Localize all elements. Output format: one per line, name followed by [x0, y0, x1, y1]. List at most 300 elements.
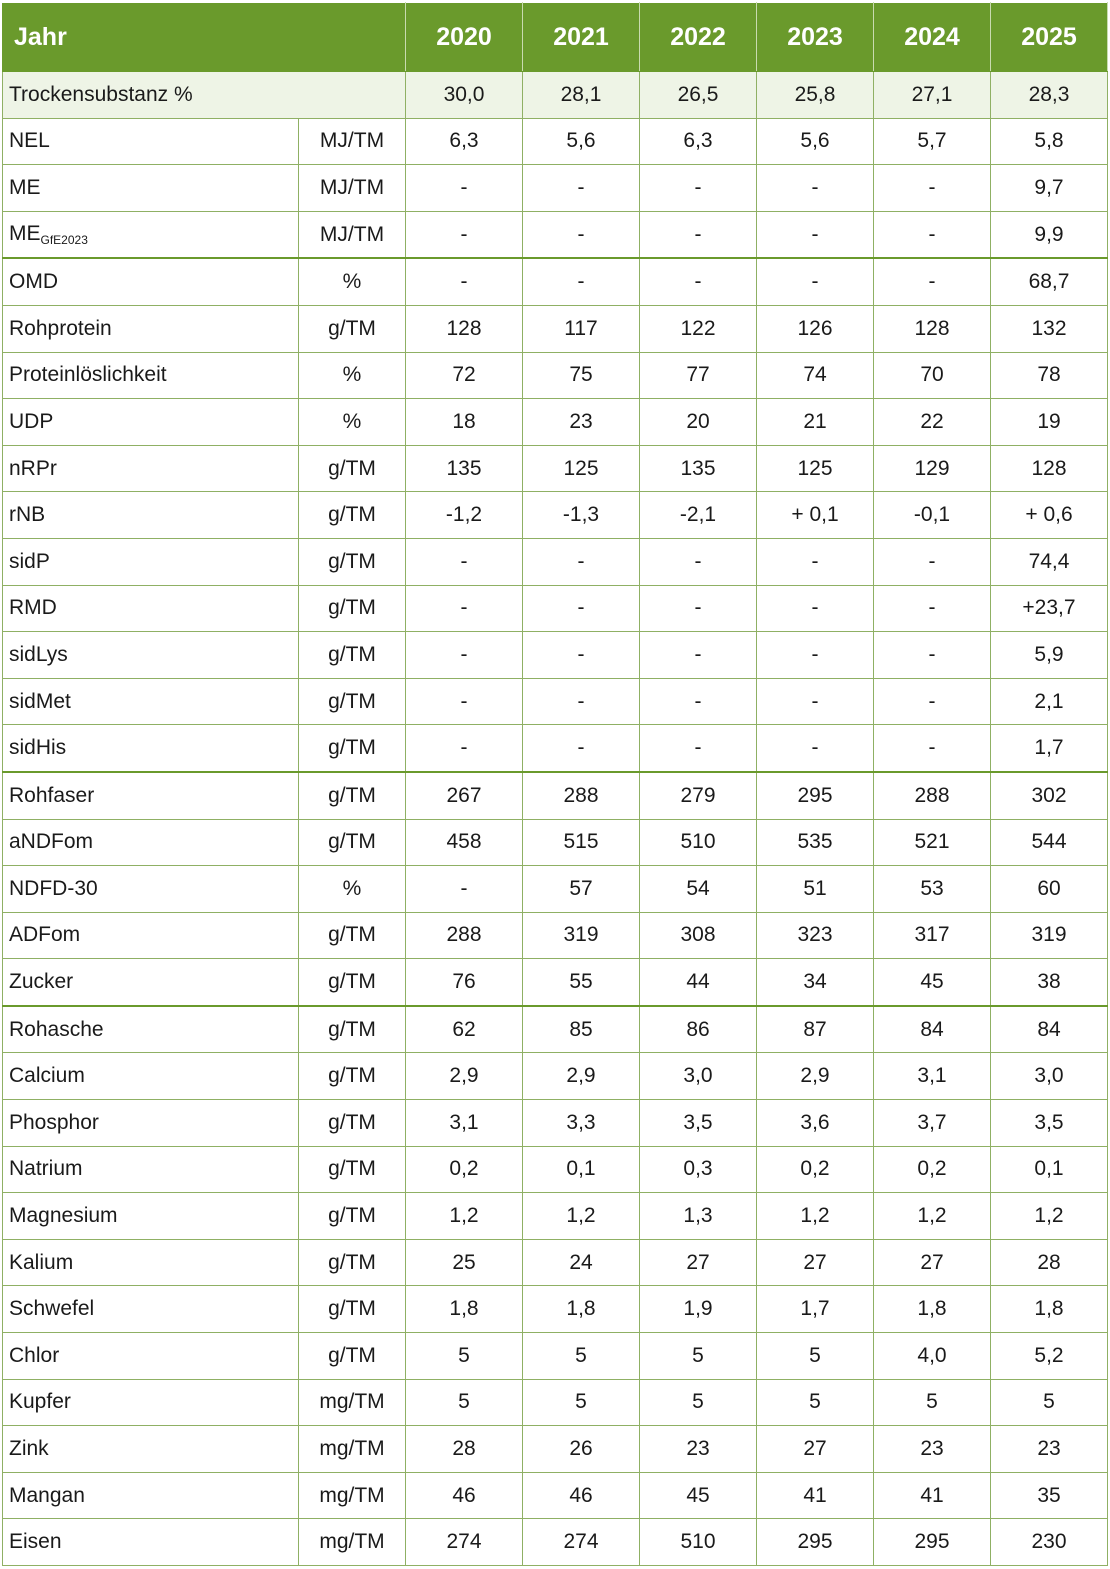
row-label-text: UDP [9, 409, 54, 433]
row-label [3, 352, 299, 399]
row-label-subscript: GfE2023 [40, 233, 88, 248]
value-cell-2023: 3,6 [757, 1100, 874, 1147]
value-cell-2021: 3,3 [523, 1100, 640, 1147]
value-cell-2023: 87 [757, 1006, 874, 1053]
table-row [3, 1379, 1108, 1426]
value-cell-2023: 295 [757, 1519, 874, 1566]
value-cell-2023: - [757, 538, 874, 585]
row-label [3, 1519, 299, 1566]
table-row [3, 211, 1108, 258]
table-row [3, 959, 1108, 1006]
value-cell-2023: 25,8 [757, 72, 874, 119]
table-row [3, 258, 1108, 305]
value-cell-2025: 3,0 [991, 1053, 1108, 1100]
value-cell-2021: - [523, 678, 640, 725]
value-cell-2020: 267 [406, 772, 523, 819]
value-cell-2021: 515 [523, 819, 640, 866]
row-unit: g/TM [299, 912, 406, 959]
value-cell-2023: - [757, 258, 874, 305]
row-label-text: Trockensubstanz % [9, 82, 193, 106]
row-label-text: sidHis [9, 736, 67, 760]
feed-analysis-table [2, 2, 1108, 1566]
value-cell-2021: 319 [523, 912, 640, 959]
value-cell-2023: - [757, 211, 874, 258]
value-cell-2022: 510 [640, 1519, 757, 1566]
value-cell-2020: 458 [406, 819, 523, 866]
value-cell-2024: 5 [874, 1379, 991, 1426]
table-row [3, 1333, 1108, 1380]
value-cell-2020: 18 [406, 399, 523, 446]
table-row [3, 585, 1108, 632]
value-cell-2021: 24 [523, 1239, 640, 1286]
row-unit: MJ/TM [299, 118, 406, 165]
row-label [3, 1053, 299, 1100]
value-cell-2025: 3,5 [991, 1100, 1108, 1147]
row-label [3, 772, 299, 819]
table-row [3, 819, 1108, 866]
value-cell-2021: 274 [523, 1519, 640, 1566]
row-unit: g/TM [299, 585, 406, 632]
value-cell-2022: 27 [640, 1239, 757, 1286]
value-cell-2022: 510 [640, 819, 757, 866]
value-cell-2024: - [874, 165, 991, 212]
value-cell-2020: 5 [406, 1333, 523, 1380]
value-cell-2025: 128 [991, 445, 1108, 492]
value-cell-2023: 0,2 [757, 1146, 874, 1193]
table-row [3, 1146, 1108, 1193]
value-cell-2022: 6,3 [640, 118, 757, 165]
value-cell-2024: - [874, 632, 991, 679]
table-row [3, 1472, 1108, 1519]
row-label [3, 211, 299, 258]
value-cell-2021: 2,9 [523, 1053, 640, 1100]
value-cell-2025: 9,7 [991, 165, 1108, 212]
value-cell-2024: 4,0 [874, 1333, 991, 1380]
row-unit: g/TM [299, 1286, 406, 1333]
value-cell-2020: - [406, 538, 523, 585]
value-cell-2025: 230 [991, 1519, 1108, 1566]
value-cell-2020: - [406, 678, 523, 725]
value-cell-2022: 1,3 [640, 1193, 757, 1240]
value-cell-2025: 78 [991, 352, 1108, 399]
row-label [3, 959, 299, 1006]
value-cell-2025: 28,3 [991, 72, 1108, 119]
value-cell-2022: 308 [640, 912, 757, 959]
row-label [3, 1100, 299, 1147]
value-cell-2021: 5 [523, 1333, 640, 1380]
value-cell-2022: - [640, 725, 757, 772]
value-cell-2025: 5,8 [991, 118, 1108, 165]
value-cell-2022: 135 [640, 445, 757, 492]
value-cell-2021: 26 [523, 1426, 640, 1473]
value-cell-2020: - [406, 211, 523, 258]
value-cell-2021: - [523, 585, 640, 632]
table-row [3, 399, 1108, 446]
feed-analysis-table-wrapper [2, 2, 1108, 1566]
value-cell-2022: 23 [640, 1426, 757, 1473]
value-cell-2025: 0,1 [991, 1146, 1108, 1193]
value-cell-2020: 30,0 [406, 72, 523, 119]
value-cell-2020: - [406, 632, 523, 679]
value-cell-2023: 126 [757, 305, 874, 352]
value-cell-2020: 5 [406, 1379, 523, 1426]
value-cell-2025: 38 [991, 959, 1108, 1006]
value-cell-2020: 62 [406, 1006, 523, 1053]
value-cell-2023: 27 [757, 1426, 874, 1473]
header-year-2022: 2022 [640, 3, 757, 72]
value-cell-2020: 25 [406, 1239, 523, 1286]
value-cell-2023: 41 [757, 1472, 874, 1519]
row-label-text: Kalium [9, 1250, 74, 1274]
row-label [3, 165, 299, 212]
value-cell-2024: 521 [874, 819, 991, 866]
row-unit: g/TM [299, 725, 406, 772]
table-row [3, 678, 1108, 725]
value-cell-2023: 295 [757, 772, 874, 819]
value-cell-2023: - [757, 725, 874, 772]
table-row [3, 352, 1108, 399]
row-label [3, 538, 299, 585]
value-cell-2023: - [757, 632, 874, 679]
row-label [3, 1472, 299, 1519]
value-cell-2021: 46 [523, 1472, 640, 1519]
row-label [3, 632, 299, 679]
value-cell-2021: - [523, 538, 640, 585]
value-cell-2020: 0,2 [406, 1146, 523, 1193]
value-cell-2021: 288 [523, 772, 640, 819]
row-unit: g/TM [299, 819, 406, 866]
row-label-text: Phosphor [9, 1110, 99, 1134]
row-label [3, 1379, 299, 1426]
value-cell-2020: - [406, 725, 523, 772]
row-unit: g/TM [299, 1333, 406, 1380]
value-cell-2023: 1,2 [757, 1193, 874, 1240]
row-label-text: Zucker [9, 970, 74, 994]
value-cell-2021: 75 [523, 352, 640, 399]
value-cell-2022: 3,5 [640, 1100, 757, 1147]
row-label-text: ADFom [9, 923, 81, 947]
value-cell-2023: 5 [757, 1379, 874, 1426]
value-cell-2021: 5 [523, 1379, 640, 1426]
row-label [3, 678, 299, 725]
row-label-text: sidP [9, 549, 50, 573]
table-body [3, 72, 1108, 1566]
table-row [3, 912, 1108, 959]
table-row [3, 1286, 1108, 1333]
value-cell-2022: - [640, 585, 757, 632]
value-cell-2022: 1,9 [640, 1286, 757, 1333]
value-cell-2020: 128 [406, 305, 523, 352]
value-cell-2023: 5,6 [757, 118, 874, 165]
row-label-text: Eisen [9, 1530, 62, 1554]
value-cell-2021: 55 [523, 959, 640, 1006]
value-cell-2020: - [406, 165, 523, 212]
value-cell-2025: 1,8 [991, 1286, 1108, 1333]
value-cell-2022: 5 [640, 1379, 757, 1426]
value-cell-2023: - [757, 165, 874, 212]
value-cell-2021: 117 [523, 305, 640, 352]
row-unit: g/TM [299, 305, 406, 352]
row-unit: g/TM [299, 959, 406, 1006]
value-cell-2023: 1,7 [757, 1286, 874, 1333]
table-row [3, 1100, 1108, 1147]
value-cell-2022: 86 [640, 1006, 757, 1053]
row-unit: mg/TM [299, 1519, 406, 1566]
value-cell-2025: 1,2 [991, 1193, 1108, 1240]
row-label-text: Proteinlöslichkeit [9, 363, 167, 387]
table-row [3, 305, 1108, 352]
header-year-2021: 2021 [523, 3, 640, 72]
value-cell-2020: 6,3 [406, 118, 523, 165]
table-row [3, 492, 1108, 539]
value-cell-2025: 2,1 [991, 678, 1108, 725]
row-unit: g/TM [299, 1239, 406, 1286]
row-label-text: ME [9, 222, 41, 246]
value-cell-2024: 3,1 [874, 1053, 991, 1100]
value-cell-2020: 288 [406, 912, 523, 959]
value-cell-2020: 76 [406, 959, 523, 1006]
value-cell-2022: 77 [640, 352, 757, 399]
value-cell-2022: - [640, 165, 757, 212]
row-label [3, 1146, 299, 1193]
value-cell-2020: 2,9 [406, 1053, 523, 1100]
value-cell-2025: 302 [991, 772, 1108, 819]
table-row [3, 725, 1108, 772]
row-label [3, 1286, 299, 1333]
row-label-text: nRPr [9, 456, 57, 480]
value-cell-2024: 45 [874, 959, 991, 1006]
table-row [3, 445, 1108, 492]
row-unit: % [299, 866, 406, 913]
value-cell-2023: 34 [757, 959, 874, 1006]
value-cell-2023: - [757, 678, 874, 725]
value-cell-2025: 68,7 [991, 258, 1108, 305]
row-label-text: Calcium [9, 1064, 85, 1088]
row-label-text: Mangan [9, 1483, 85, 1507]
row-unit: g/TM [299, 1100, 406, 1147]
row-label [3, 585, 299, 632]
header-year-2023: 2023 [757, 3, 874, 72]
value-cell-2025: 60 [991, 866, 1108, 913]
value-cell-2024: 70 [874, 352, 991, 399]
row-label-text: Natrium [9, 1157, 83, 1181]
row-unit: MJ/TM [299, 165, 406, 212]
value-cell-2020: 1,8 [406, 1286, 523, 1333]
value-cell-2024: 317 [874, 912, 991, 959]
value-cell-2021: - [523, 165, 640, 212]
value-cell-2020: - [406, 258, 523, 305]
value-cell-2024: 1,2 [874, 1193, 991, 1240]
row-label-text: rNB [9, 503, 46, 527]
value-cell-2024: 288 [874, 772, 991, 819]
value-cell-2022: 0,3 [640, 1146, 757, 1193]
value-cell-2023: 51 [757, 866, 874, 913]
value-cell-2022: - [640, 632, 757, 679]
header-year-2020: 2020 [406, 3, 523, 72]
row-label-text: sidMet [9, 689, 71, 713]
row-label-text: NEL [9, 129, 50, 153]
value-cell-2020: 72 [406, 352, 523, 399]
row-label-text: Rohasche [9, 1017, 104, 1041]
row-label [3, 1333, 299, 1380]
value-cell-2022: -2,1 [640, 492, 757, 539]
row-unit: % [299, 352, 406, 399]
value-cell-2020: 135 [406, 445, 523, 492]
row-unit: MJ/TM [299, 211, 406, 258]
value-cell-2021: - [523, 725, 640, 772]
value-cell-2021: -1,3 [523, 492, 640, 539]
row-label [3, 1426, 299, 1473]
value-cell-2025: 84 [991, 1006, 1108, 1053]
value-cell-2021: 5,6 [523, 118, 640, 165]
value-cell-2023: 21 [757, 399, 874, 446]
row-label [3, 1006, 299, 1053]
table-row [3, 1426, 1108, 1473]
row-unit: g/TM [299, 1006, 406, 1053]
value-cell-2021: - [523, 258, 640, 305]
value-cell-2023: 535 [757, 819, 874, 866]
value-cell-2024: 84 [874, 1006, 991, 1053]
table-row [3, 118, 1108, 165]
value-cell-2020: 3,1 [406, 1100, 523, 1147]
header-row [3, 3, 1108, 72]
value-cell-2023: 74 [757, 352, 874, 399]
value-cell-2025: 23 [991, 1426, 1108, 1473]
value-cell-2025: 35 [991, 1472, 1108, 1519]
row-unit: g/TM [299, 678, 406, 725]
value-cell-2025: 5,9 [991, 632, 1108, 679]
row-unit: g/TM [299, 492, 406, 539]
value-cell-2025: 5,2 [991, 1333, 1108, 1380]
value-cell-2022: - [640, 258, 757, 305]
header-year-2024: 2024 [874, 3, 991, 72]
row-label [3, 819, 299, 866]
row-label-text: sidLys [9, 642, 68, 666]
value-cell-2023: 2,9 [757, 1053, 874, 1100]
value-cell-2022: 26,5 [640, 72, 757, 119]
value-cell-2025: +23,7 [991, 585, 1108, 632]
table-row [3, 538, 1108, 585]
value-cell-2021: 1,2 [523, 1193, 640, 1240]
row-label [3, 912, 299, 959]
table-row [3, 1239, 1108, 1286]
row-label-text: aNDFom [9, 830, 94, 854]
header-year-label: Jahr [3, 3, 406, 72]
value-cell-2024: - [874, 538, 991, 585]
value-cell-2022: 54 [640, 866, 757, 913]
value-cell-2020: - [406, 585, 523, 632]
row-label-text: Rohfaser [9, 783, 95, 807]
value-cell-2023: 27 [757, 1239, 874, 1286]
value-cell-2025: 132 [991, 305, 1108, 352]
table-row [3, 632, 1108, 679]
row-unit: g/TM [299, 772, 406, 819]
row-unit: g/TM [299, 1053, 406, 1100]
row-label [3, 1239, 299, 1286]
row-unit: mg/TM [299, 1426, 406, 1473]
row-unit: g/TM [299, 632, 406, 679]
row-unit: % [299, 399, 406, 446]
value-cell-2025: 319 [991, 912, 1108, 959]
table-row [3, 72, 1108, 119]
row-unit: mg/TM [299, 1379, 406, 1426]
row-label [3, 72, 406, 119]
table-row [3, 1006, 1108, 1053]
value-cell-2020: 28 [406, 1426, 523, 1473]
value-cell-2021: 0,1 [523, 1146, 640, 1193]
value-cell-2021: - [523, 632, 640, 679]
row-label-text: Rohprotein [9, 316, 112, 340]
value-cell-2024: - [874, 211, 991, 258]
value-cell-2024: - [874, 258, 991, 305]
row-unit: mg/TM [299, 1472, 406, 1519]
value-cell-2023: 125 [757, 445, 874, 492]
value-cell-2024: 41 [874, 1472, 991, 1519]
row-label-text: Chlor [9, 1343, 60, 1367]
row-unit: g/TM [299, 445, 406, 492]
value-cell-2020: -1,2 [406, 492, 523, 539]
value-cell-2024: 27,1 [874, 72, 991, 119]
value-cell-2021: 57 [523, 866, 640, 913]
row-label [3, 492, 299, 539]
value-cell-2025: 19 [991, 399, 1108, 446]
value-cell-2024: 128 [874, 305, 991, 352]
value-cell-2024: 27 [874, 1239, 991, 1286]
value-cell-2020: - [406, 866, 523, 913]
value-cell-2024: - [874, 585, 991, 632]
value-cell-2024: 1,8 [874, 1286, 991, 1333]
value-cell-2025: 74,4 [991, 538, 1108, 585]
table-row [3, 165, 1108, 212]
value-cell-2020: 1,2 [406, 1193, 523, 1240]
row-label [3, 725, 299, 772]
row-label [3, 118, 299, 165]
value-cell-2024: 22 [874, 399, 991, 446]
row-label-text: NDFD-30 [9, 876, 98, 900]
value-cell-2022: - [640, 678, 757, 725]
row-label [3, 1193, 299, 1240]
table-row [3, 772, 1108, 819]
value-cell-2023: 323 [757, 912, 874, 959]
value-cell-2020: 46 [406, 1472, 523, 1519]
row-unit: g/TM [299, 1193, 406, 1240]
value-cell-2022: 20 [640, 399, 757, 446]
table-header [3, 3, 1108, 72]
value-cell-2022: 5 [640, 1333, 757, 1380]
row-label-text: Kupfer [9, 1390, 71, 1414]
value-cell-2022: - [640, 211, 757, 258]
row-label-text: RMD [9, 596, 57, 620]
value-cell-2023: 5 [757, 1333, 874, 1380]
row-label-text: Zink [9, 1437, 49, 1461]
value-cell-2024: 5,7 [874, 118, 991, 165]
value-cell-2025: + 0,6 [991, 492, 1108, 539]
value-cell-2024: - [874, 725, 991, 772]
row-unit: g/TM [299, 1146, 406, 1193]
value-cell-2022: 122 [640, 305, 757, 352]
value-cell-2024: 0,2 [874, 1146, 991, 1193]
value-cell-2024: 53 [874, 866, 991, 913]
value-cell-2021: 23 [523, 399, 640, 446]
value-cell-2025: 544 [991, 819, 1108, 866]
value-cell-2021: - [523, 211, 640, 258]
value-cell-2024: 23 [874, 1426, 991, 1473]
value-cell-2022: 279 [640, 772, 757, 819]
table-row [3, 866, 1108, 913]
header-year-2025: 2025 [991, 3, 1108, 72]
row-label-text: Schwefel [9, 1297, 95, 1321]
row-label-text: OMD [9, 270, 58, 294]
